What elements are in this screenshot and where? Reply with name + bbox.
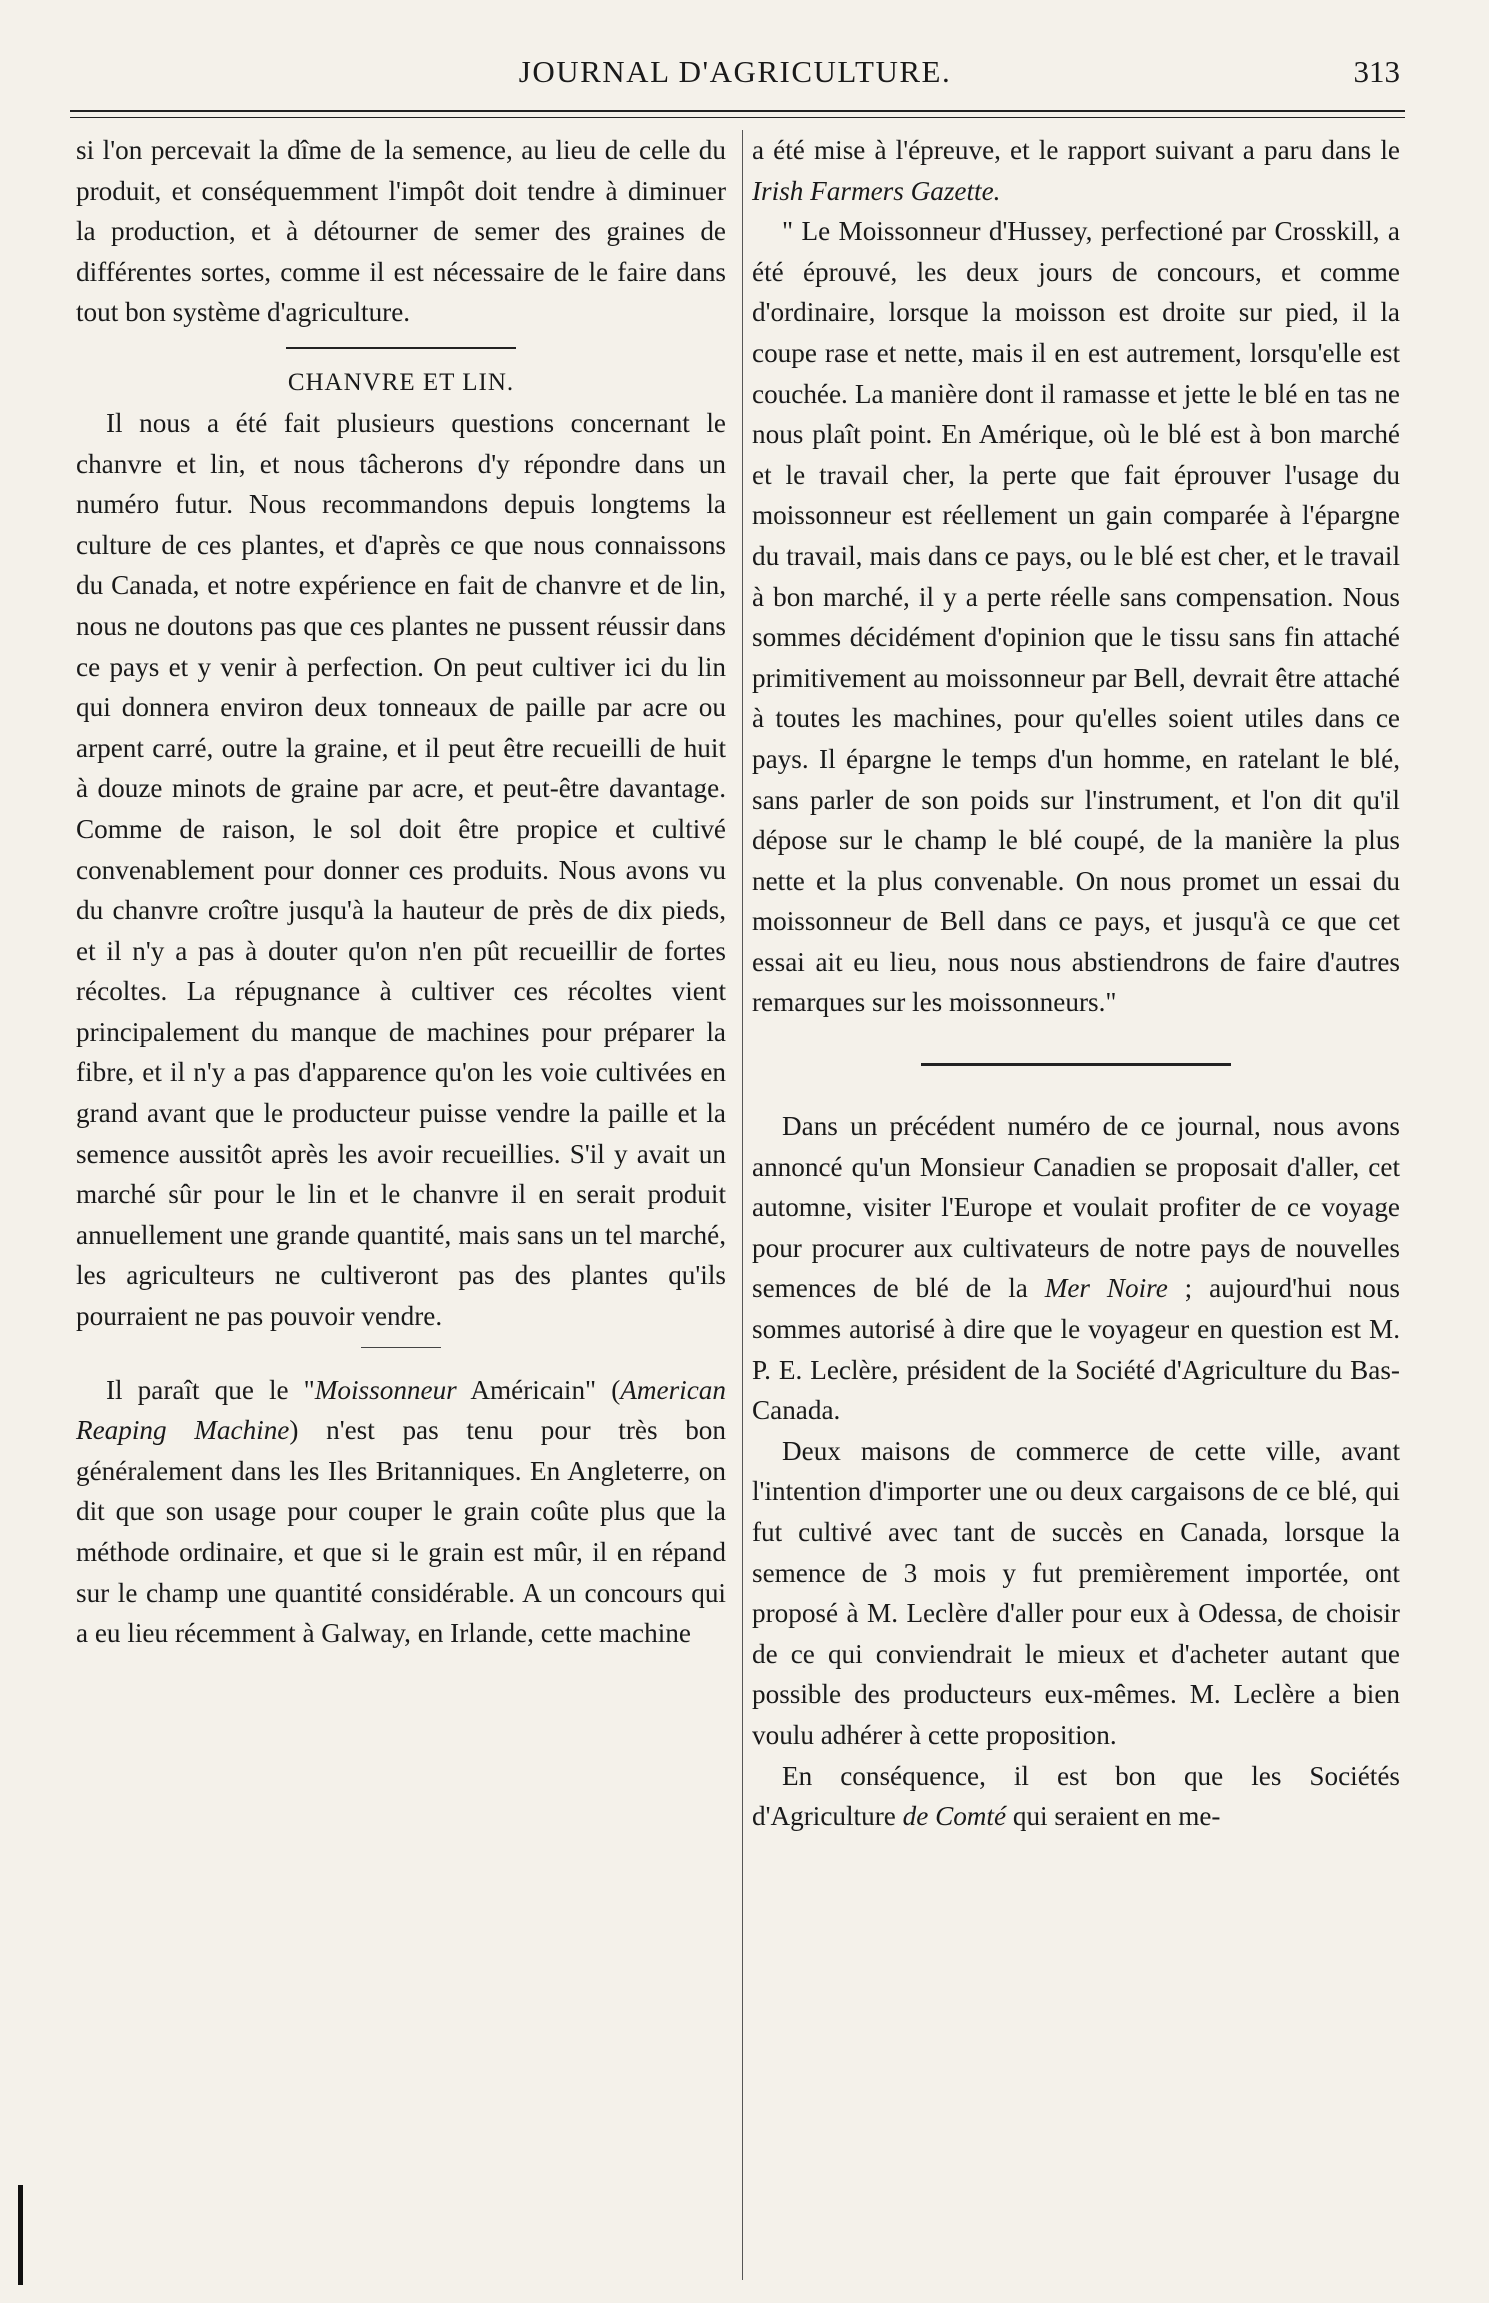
italic-de-comte: de Comté <box>902 1801 1007 1832</box>
right-paragraph-4: Deux maisons de commerce de cette ville, avant l'intention d'importer une ou deux cargaisons de ce blé, qui fut cultivé avec tant de succès en Canada, lorsque la semence de 3 mois y fut premièrement importée, ont proposé à M. Leclère d'aller pour eux à Odessa, de choisir de ce qui conviendrait le mieux et d'acheter autant que possible des producteurs eux-mêmes. M. Leclère a bien voulu adhérer à cette proposition. <box>752 1435 1400 1750</box>
right-paragraph-5: En conséquence, il est bon que les Sociétés d'Agriculture de Comté qui seraient en me- <box>752 1760 1400 1832</box>
column-separator <box>742 130 743 2280</box>
left-paragraph-1: si l'on percevait la dîme de la semence, au lieu de celle du produit, et conséquemment l'impôt doit tendre à diminuer la production, et à détourner de semer des graines de différentes sortes, comme il est nécessaire de le faire dans tout bon système d'agriculture. <box>76 135 726 328</box>
italic-moissonneur: Moissonneur <box>314 1374 457 1405</box>
article-divider <box>921 1063 1231 1066</box>
paragraph-divider <box>361 1347 441 1348</box>
left-paragraph-2: Il nous a été fait plusieurs questions concernant le chanvre et lin, et nous tâcherons d'y répondre dans un numéro futur. Nous recommandons depuis longtems la culture de ces plantes, et d'après ce que nous connaissons du Canada, et notre expérience en fait de chanvre et de lin, nous ne doutons pas que ces plantes ne pussent réussir dans ce pays et y venir à perfection. On peut cultiver ici du lin qui donnera environ deux tonneaux de paille par acre ou arpent carré, outre la graine, et il peut être recueilli de huit à douze minots de graine par acre, et peut-être davantage. Comme de raison, le sol doit être propice et cultivé convenablement pour donner ces produits. Nous avons vu du chanvre croître jusqu'à la hauteur de près de dix pieds, et il n'y a pas à douter qu'on n'en pût recueillir de fortes récoltes. La répugnance à cultiver ces récoltes vient principalement du manque de machines pour préparer la fibre, et il n'y a pas d'apparence qu'on les voie cultivées en grand avant que le producteur puisse vendre la paille et la semence aussitôt après les avoir recueillies. S'il y avait un marché sûr pour le lin et le chanvre il en serait produit annuellement une grande quantité, mais sans un tel marché, les agriculteurs ne cultiveront pas des plantes qu'ils pourraient ne pas pouvoir vendre. <box>76 407 726 1332</box>
left-column <box>76 130 726 1654</box>
page-number: 313 <box>1353 54 1400 89</box>
margin-binding-mark <box>18 2185 23 2285</box>
left-paragraph-3: Il paraît que le "Moissonneur Américain" (American Reaping Machine) n'est pas tenu pour très bon généralement dans les Iles Britanniques. En Angleterre, on dit que son usage pour couper le grain coûte plus que la méthode ordinaire, et que si le grain est mûr, il en répand sur le champ une quantité considérable. A un concours qui a eu lieu récemment à Galway, en Irlande, cette machine <box>76 1374 726 1649</box>
running-title: JOURNAL D'AGRICULTURE. <box>518 54 952 89</box>
right-paragraph-2-quote: " Le Moissonneur d'Hussey, perfectioné par Crosskill, a été éprouvé, les deux jours de concours, et comme d'ordinaire, lorsque la moisson est droite sur pied, il la coupe rase et nette, mais il en est autrement, lorsqu'elle est couchée. La manière dont il ramasse et jette le blé en tas ne nous plaît point. En Amérique, où le blé est à bon marché et le travail cher, la perte que fait éprouver l'usage du moissonneur est réellement un gain comparée à l'épargne du travail, mais dans ce pays, ou le blé est cher, et le travail à bon marché, il y a perte réelle sans compensation. Nous sommes décidément d'opinion que le tissu sans fin attaché primitivement au moissonneur par Bell, devrait être attaché à toutes les machines, pour qu'elles soient utiles dans ce pays. Il épargne le temps d'un homme, en ratelant le blé, sans parler de son poids sur l'instrument, et l'on dit qu'il dépose sur le champ le blé coupé, de la manière la plus nette et la plus convenable. On nous promet un essai du moissonneur de Bell dans ce pays, et jusqu'à ce que cet essai ait eu lieu, nous nous abstiendrons de faire d'autres remarques sur les moissonneurs." <box>752 216 1400 1018</box>
italic-irish-farmers-gazette: Irish Farmers Gazette. <box>752 175 1001 206</box>
header-double-rule <box>70 110 1405 118</box>
italic-american-reaping-machine: American Reaping Machine <box>76 1374 726 1446</box>
right-paragraph-1: a été mise à l'épreuve, et le rapport suivant a paru dans le Irish Farmers Gazette. <box>752 135 1400 206</box>
right-paragraph-3: Dans un précédent numéro de ce journal, nous avons annoncé qu'un Monsieur Canadien se proposait d'aller, cet automne, visiter l'Europe et voulait profiter de ce voyage pour procurer aux cultivateurs de notre pays de nouvelles semences de blé de la Mer Noire ; aujourd'hui nous sommes autorisé à dire que le voyageur en question est M. P. E. Leclère, président de la Société d'Agriculture du Bas-Canada. <box>752 1111 1400 1426</box>
page-header <box>70 50 1400 100</box>
section-title-chanvre-et-lin: CHANVRE ET LIN. <box>287 368 515 396</box>
italic-mer-noire: Mer Noire <box>1044 1273 1168 1304</box>
right-column <box>752 130 1400 1837</box>
section-divider <box>286 347 516 349</box>
